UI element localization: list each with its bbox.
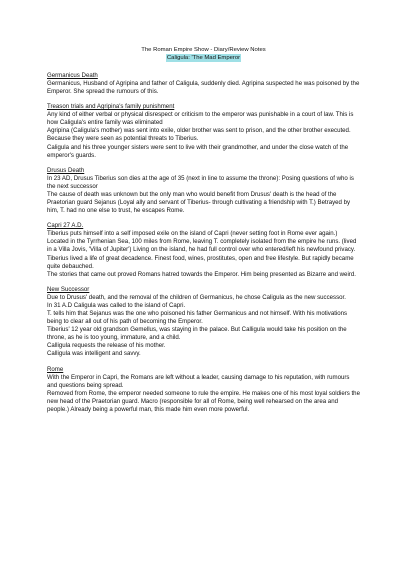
section-heading: Capri 27 A.D.: [47, 222, 84, 230]
paragraph: Calligula requests the release of his mother.: [47, 342, 166, 350]
paragraph: Agripina (Caligula's mother) was sent into exile, older brother was sent to prison, and the other brother executed. Because they were seen as potential threats to Tiberius.: [47, 127, 351, 143]
paragraph: In 31 A.D Caligula was called to the island of Capri.: [47, 301, 186, 309]
section-germanicus-death: [47, 72, 360, 96]
paragraph: Tiberius puts himself into a self imposed exile on the island of Capri (never setting foot in Rome ever again.): [47, 230, 338, 238]
section-heading: Rome: [47, 365, 64, 373]
paragraph: Caligula and his three younger sisters were sent to live with their grandmother, and under the close watch of the emperor's guards.: [47, 143, 349, 159]
paragraph: Due to Drusus' death, and the removal of the children of Germanicus, he chose Caligula as the new successor.: [47, 293, 346, 301]
paragraph: Any kind of either verbal or physical disrespect or criticism to the emperor was punishable in a court of law. This is how Caligula's entire family was eliminated: [47, 111, 354, 127]
section-heading: Treason trials and Agripina's family punishment: [47, 103, 175, 111]
document-title: The Roman Empire Show - Diary/Review Notes: [141, 47, 266, 53]
document-subtitle-highlighted: Caligula: 'The Mad Emperor: [166, 55, 241, 61]
paragraph: Located in the Tyrrhenian Sea, 100 miles from Rome, leaving T. completely isolated from the empire he runs. (lived in a Villa Jovis, 'Villa of Jupiter') Living on the island, he had full control over who entered/left his newfound privacy.: [47, 238, 357, 254]
paragraph: Tiberius' 12 year old grandson Gemellus, was staying in the palace. But Calligula would take his position on the throne, as he is too young, immature, and a child.: [47, 326, 347, 342]
paragraph: The cause of death was unknown but the only man who would benefit from Drusus' death is the head of the Praetorian guard Sejanus (Loyal ally and servant of Tiberius- through cultivating a friendship with T.) Betrayed by him, T. had no one else to trust, he escapes Rome.: [47, 190, 351, 215]
paragraph: Removed from Rome, the emperor needed someone to rule the empire. He makes one of his most loyal soldiers the new head of the Praetorian guard. Macro (responsible for all of Rome, being well rehearsed on the area and people.) Already being a powerful man, this made him even more powerful.: [47, 389, 360, 413]
section-new-successor: [47, 286, 360, 359]
paragraph: Tiberius lived a life of great decadence. Finest food, wines, prostitutes, open and free lifestyle. But rapidly became quite debauched.: [47, 254, 354, 270]
paragraph: With the Emperor in Capri, the Romans are left without a leader, causing damage to his reputation, with rumours and questions being spread.: [47, 373, 350, 389]
section-heading: Germanicus Death: [47, 72, 98, 79]
section-capri: [47, 222, 360, 279]
paragraph: Calligula was intelligent and savvy.: [47, 350, 141, 358]
section-heading: Drusus Death: [47, 166, 85, 174]
paragraph: T. tells him that Sejanus was the one who poisoned his father Germanicus and not himself. With his motivations being to clear all out of his path of becoming the Emperor.: [47, 309, 348, 326]
paragraph: In 23 AD, Drusus Tiberius son dies at the age of 35 (next in line to assume the throne): Posing questions of who is the next successor: [47, 174, 354, 190]
section-heading: New Successor: [47, 285, 90, 293]
section-rome: [47, 366, 360, 414]
paragraph: The stories that came out proved Romans hatred towards the Emperor. Him being presented as Bizarre and weird.: [47, 270, 356, 278]
paragraph: Germanicus, Husband of Agripina and father of Caligula, suddenly died. Agripina suspected he was poisoned by the Emperor. She spread the rumours of this.: [47, 80, 360, 96]
document-header: [47, 46, 360, 62]
section-drusus-death: [47, 167, 360, 215]
section-treason-trials: [47, 103, 360, 160]
